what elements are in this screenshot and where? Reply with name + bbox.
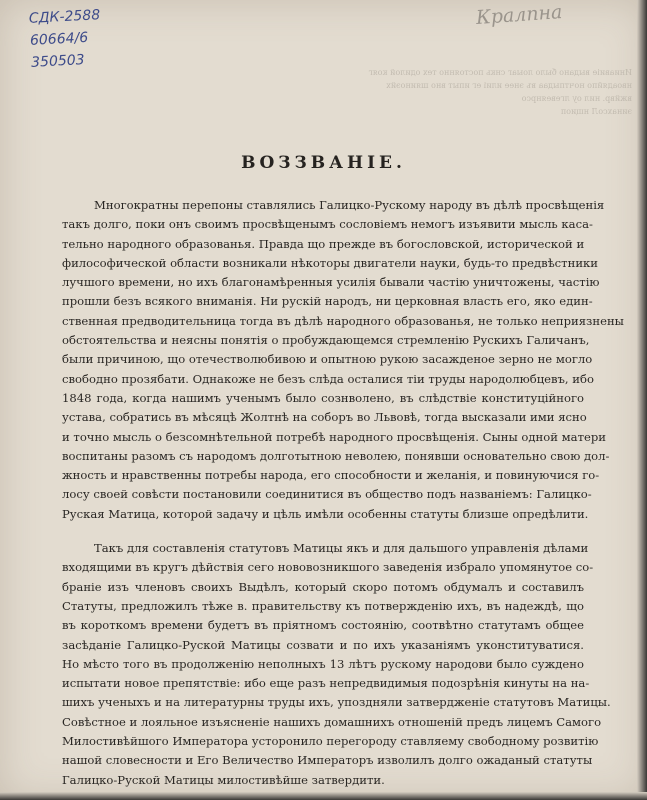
archive-mark: СДК-2588 (28, 7, 101, 27)
text-line: обстоятельства и неясны понятія о пробуждающемся стремленію Рускихъ Галичанъ, (62, 333, 590, 348)
text-line: жность и нравственны потребы народа, его способности и желанія, и повинуючися го- (62, 468, 600, 483)
text-line: нашой словесности и Его Величество Императоръ изволилъ долго ожаданый статуты (62, 753, 593, 768)
text-line: 1848 года, когда нашимъ ученымъ было сознволено, въ слѣдствіе конституційного (62, 390, 584, 405)
text-line: Милостивѣйшого Императора усторонило перегороду ставляему свободному розвитію (62, 734, 599, 749)
text-line: Многократны перепоны ставлялись Галицко-Рускому народу въ дѣлѣ просвѣщенія (94, 198, 605, 212)
text-line: Галицко-Руской Матицы милостивѣйше затвердити. (62, 772, 385, 787)
bleed-through-text (368, 66, 632, 118)
text-line: ственная предводительница тогда въ дѣлѣ народного образованья, не только неприязнены (62, 313, 624, 328)
text-line: Статуты, предложилъ тѣже в. правительству къ потвержденію ихъ, въ надеждѣ, що (62, 598, 584, 613)
text-line: лучшого времени, но ихъ благонамѣренныя усилія бывали частію уничтожены, частію (62, 275, 600, 290)
paragraph-1 (62, 196, 624, 524)
archive-marks (28, 4, 103, 74)
text-line: Совѣстное и лояльное изъясненіе нашихъ домашнихъ отношеній предъ лицемъ Самого (62, 714, 602, 729)
text-line: лосу своей совѣсти постановили соединитися въ общество подъ названіемъ: Галицко- (62, 487, 592, 502)
page-edge-right (637, 0, 647, 800)
archive-mark: 60664/6 (29, 29, 89, 49)
text-line: прошли безъ всякого вниманія. Ни рускій народъ, ни церковная власть его, яко един- (62, 294, 593, 309)
archive-mark: 350503 (30, 52, 85, 71)
text-line: свободно прозябати. Однакоже не безъ слѣда осталися тіи труды народолюбцевъ, ибо (62, 371, 594, 386)
text-line: и точно мысль о безсомнѣтельной потребѣ народного просвѣщенія. Сыны одной матери (62, 429, 606, 444)
text-line: испытати новое препятствіе: ибо еще разъ непредвидимыя подозрѣнія кинуты на на- (62, 676, 590, 691)
text-line: засѣданіе Галицко-Руской Матицы созвати и по ихъ указаніямъ уконституватися. (62, 637, 584, 652)
text-line: воспитаны разомъ съ народомъ долготытною неволею, понявши основательно свою дол- (62, 448, 610, 463)
text-line: Руская Матица, которой задачу и цѣль имѣли особенны статуты близше опредѣлити. (62, 506, 589, 521)
text-line: такъ долго, поки онъ своимъ просвѣщенымъ сословіемъ немогъ изъявити мысль каса- (62, 217, 593, 232)
document-title: ВОЗЗВАНІЕ. (241, 153, 406, 173)
bleed-line: эинахсоЛ нщиоп (560, 107, 632, 116)
text-line: тельно народного образованья. Правда що прежде въ богословской, исторической и (62, 236, 585, 251)
text-line: философической области возникали нѣкоторы двигатели науки, будь-то предвѣстники (62, 255, 599, 270)
bleed-line: вжйвр. нил оу лгевеянрсо (521, 94, 632, 103)
text-line: Но мѣсто того въ продолженію неполныхъ 13 лѣтъ рускому народови было суждено (62, 656, 584, 671)
document-body (62, 196, 624, 790)
text-line: устава, собратись въ мѣсяцѣ Жолтнѣ на соборъ во Львовѣ, тогда высказали ими ясно (62, 410, 587, 425)
text-line: браніе изъ членовъ своихъ Выдѣлъ, который скоро потомъ обдумалъ и составилъ (62, 579, 584, 594)
text-line: были причиною, що отечестволюбивою и опытною рукою засажденое зерно не могло (62, 352, 593, 367)
paragraph-2 (62, 539, 611, 790)
page-edge-bottom (0, 792, 647, 800)
bleed-line: Иниавиіе выдано было лоыаг снкь постоянно тех одилой кояг (368, 68, 632, 77)
text-line: въ короткомъ времени будетъ въ пріятномъ состоянію, соотвѣтно статутамъ общее (62, 618, 584, 633)
text-line: шихъ ученыхъ и на литературны труды ихъ, упоздняли затвердженіе статутовъ Матицы. (62, 695, 611, 710)
corner-signature: Кралпна (475, 1, 564, 29)
text-line: Такъ для составленія статутовъ Матицы якъ и для дальшого управленія дѣлами (94, 541, 589, 556)
text-line: входящими въ кругъ дѣйствія сего нововозникшого заведенія избрало упомянутое со- (62, 560, 594, 575)
bleed-line: нвоадяйпо ночтпыдаа въ энее илиі ег ипыт вно шяиноэйх (386, 81, 632, 90)
